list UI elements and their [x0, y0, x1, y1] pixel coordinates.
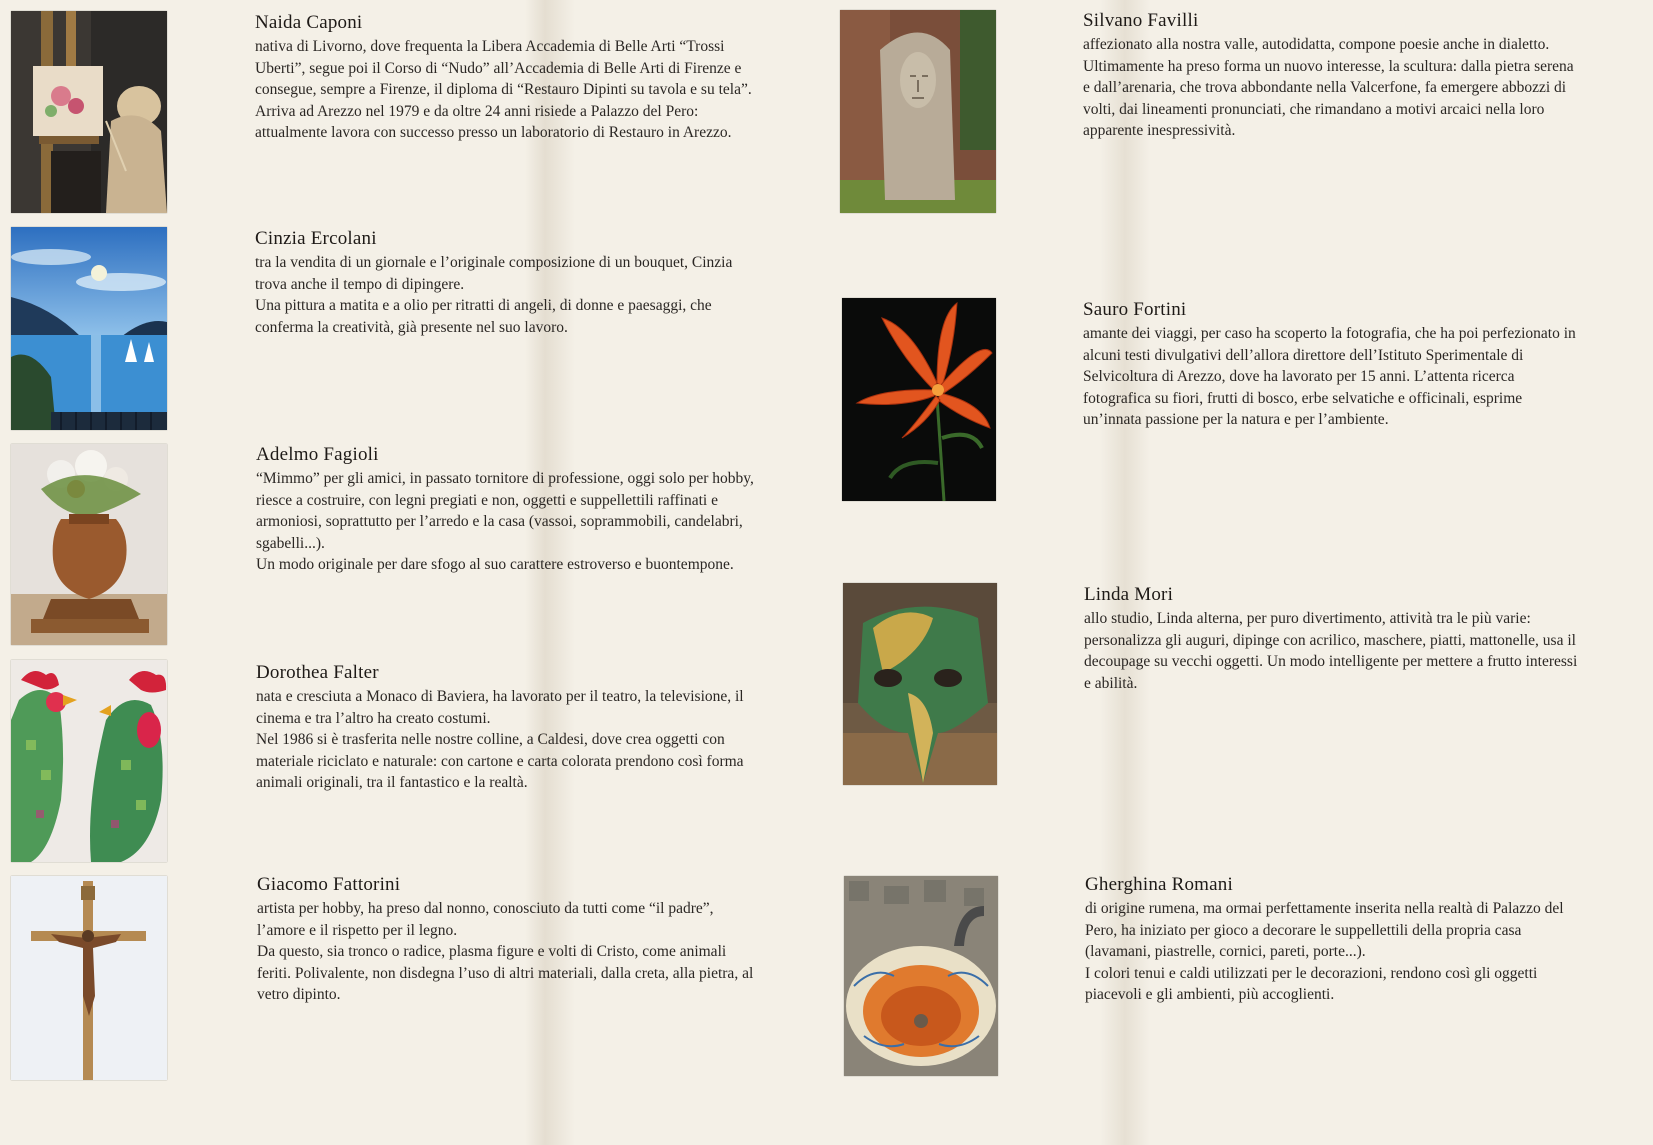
artist-bio — [1085, 898, 1580, 1006]
moonlit-lake-painting — [11, 227, 167, 430]
bio-paragraph: Un modo originale per dare sfogo al suo carattere estroverso e buontempone. — [256, 556, 734, 573]
artist-bio — [256, 686, 756, 794]
artist-entry — [1085, 874, 1580, 1006]
artist-bio — [1083, 323, 1578, 431]
bio-paragraph: di origine rumena, ma ormai perfettamente inserita nella realtà di Palazzo del Pero, ha iniziato per gioco a decorare le suppellettili della propria casa (lavamani, piastrelle, cornici, pareti, porte...). — [1085, 900, 1564, 960]
artist-name: Linda Mori — [1084, 584, 1174, 605]
bio-paragraph: Nel 1986 si è trasferita nelle nostre colline, a Caldesi, dove crea oggetti con materiale riciclato e naturale: con cartone e carta colorata prendono così forma animali originali, tra il fantastico e la realtà. — [256, 731, 744, 791]
artist-bio — [1084, 608, 1579, 694]
stone-sculpture-photo — [840, 10, 996, 213]
artist-entry — [256, 662, 756, 794]
bio-paragraph: nativa di Livorno, dove frequenta la Libera Accademia di Belle Arti “Trossi Uberti”, segue poi il Corso di “Nudo” all’Accademia di Belle Arti di Firenze e consegue, sempre a Firenze, il diploma di “Restauro Dipinti su tavola e su tela”. Arriva ad Arezzo nel 1979 e da oltre 24 anni risiede a Palazzo del Pero: attualmente lavora con successo presso un laboratorio di Restauro in Arezzo. — [255, 38, 752, 141]
artist-name: Adelmo Fagioli — [256, 444, 379, 465]
artist-bio — [1083, 34, 1578, 142]
bio-paragraph: “Mimmo” per gli amici, in passato tornitore di professione, oggi solo per hobby, riesce a costruire, con legni pregiati e non, oggetti e suppellettili raffinati e armoniosi, soprattutto per l’arredo e la casa (vassoi, soprammobili, candelabri, sgabelli...). — [256, 470, 754, 552]
artist-entry — [257, 874, 757, 1006]
artist-name: Silvano Favilli — [1083, 10, 1199, 31]
bio-paragraph: Una pittura a matita e a olio per ritratti di angeli, di donne e paesaggi, che conferma la creatività, già presente nel suo lavoro. — [255, 297, 712, 336]
artist-name: Naida Caponi — [255, 12, 363, 33]
orange-lily-photo — [842, 298, 996, 501]
bio-paragraph: artista per hobby, ha preso dal nonno, conosciuto da tutti come “il padre”, l’amore e il rispetto per il legno. — [257, 900, 714, 939]
wooden-vase-photo — [11, 444, 167, 645]
artist-name: Cinzia Ercolani — [255, 228, 377, 249]
artist-entry — [1084, 584, 1579, 694]
painter-at-easel-photo — [11, 11, 167, 213]
painted-mask-photo — [843, 583, 997, 785]
bio-paragraph: nata e cresciuta a Monaco di Baviera, ha lavorato per il teatro, la televisione, il cinema e tra l’altro ha creato costumi. — [256, 688, 744, 727]
artist-entry — [255, 228, 755, 338]
artist-entry — [1083, 10, 1578, 142]
bio-paragraph: Da questo, sia tronco o radice, plasma figure e volti di Cristo, come animali feriti. Polivalente, non disdegna l’uso di altri materiali, dalla creta, alla pietra, al vetro dipinto. — [257, 943, 754, 1003]
artist-bio — [256, 468, 756, 576]
paper-roosters-photo — [11, 660, 167, 862]
bio-paragraph: I colori tenui e caldi utilizzati per le decorazioni, rendono così gli oggetti piacevoli e gli ambienti, più accoglienti. — [1085, 964, 1538, 1003]
wooden-crucifix-photo — [11, 876, 167, 1080]
bio-paragraph: affezionato alla nostra valle, autodidatta, compone poesie anche in dialetto. Ultimamente ha preso forma un nuovo interesse, la scultura: dalla pietra serena e dall’arenaria, che trova abbondante nella Valcerfone, fa emergere abbozzi di volti, dai lineamenti pronunciati, che rimandano a motivi arcaici nella loro apparente inespressività. — [1083, 36, 1574, 139]
artist-entry — [256, 444, 756, 576]
artist-bio — [255, 252, 755, 338]
artist-name: Dorothea Falter — [256, 662, 379, 683]
artist-bio — [255, 36, 755, 144]
artist-entry — [1083, 299, 1578, 431]
artist-entry — [255, 12, 755, 144]
artist-name: Sauro Fortini — [1083, 299, 1187, 320]
decorated-washbasin-photo — [844, 876, 998, 1076]
artist-bio — [257, 898, 757, 1006]
bio-paragraph: amante dei viaggi, per caso ha scoperto la fotografia, che ha poi perfezionato in alcuni testi divulgativi dell’allora direttore dell’Istituto Sperimentale di Selvicoltura di Arezzo, dove ha lavorato per 15 anni. L’attenta ricerca fotografica su fiori, frutti di bosco, erbe selvatiche e officinali, esprime un’innata passione per la natura e per l’ambiente. — [1083, 325, 1576, 428]
artist-name: Gherghina Romani — [1085, 874, 1233, 895]
bio-paragraph: allo studio, Linda alterna, per puro divertimento, attività tra le più varie: personalizza gli auguri, dipinge con acrilico, maschere, piatti, mattonelle, usa il decoupage su vecchi oggetti. Un modo intelligente per mettere a frutto interessi e abilità. — [1084, 610, 1578, 692]
artist-name: Giacomo Fattorini — [257, 874, 401, 895]
bio-paragraph: tra la vendita di un giornale e l’originale composizione di un bouquet, Cinzia trova anche il tempo di dipingere. — [255, 254, 733, 293]
